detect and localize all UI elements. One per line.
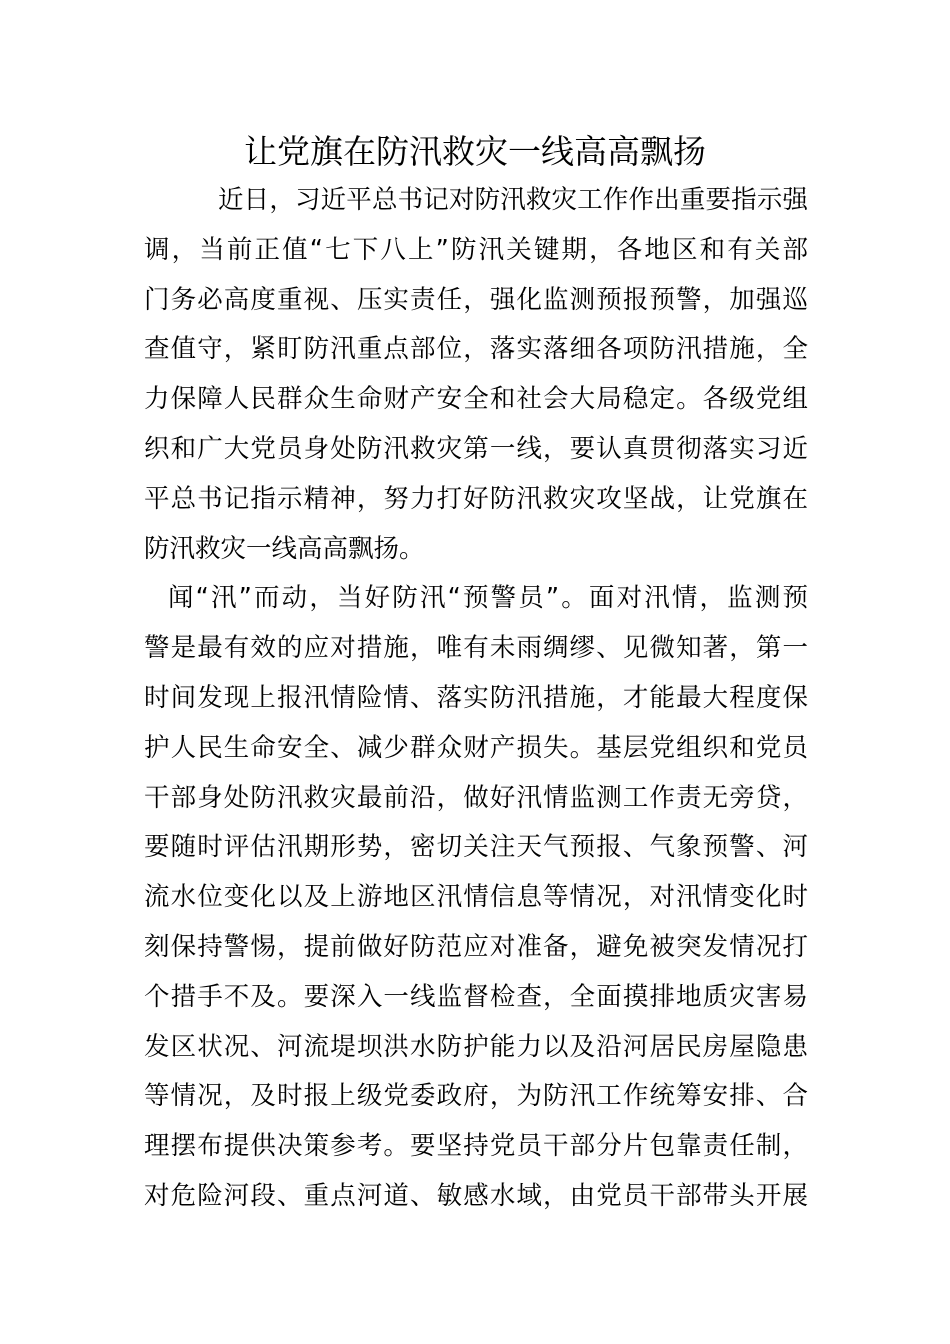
- paragraph-line: 织和广大党员身处防汛救灾第一线，要认真贯彻落实习近: [144, 433, 808, 464]
- paragraph-line: 近日，习近平总书记对防汛救灾工作作出重要指示强: [218, 185, 808, 215]
- paragraph-line: 个措手不及。要深入一线监督检查，全面摸排地质灾害易: [144, 981, 808, 1012]
- paragraph-line: 调，当前正值“七下八上”防汛关键期，各地区和有关部: [144, 234, 808, 265]
- document-body: [144, 176, 808, 1222]
- paragraph-line: 流水位变化以及上游地区汛情信息等情况，对汛情变化时: [144, 882, 808, 913]
- paragraph-line: 干部身处防汛救灾最前沿，做好汛情监测工作责无旁贷，: [144, 782, 808, 813]
- paragraph-2: [144, 574, 808, 1221]
- paragraph-line: 平总书记指示精神，努力打好防汛救灾攻坚战，让党旗在: [144, 483, 808, 514]
- paragraph-1: [144, 176, 808, 574]
- paragraph-line: 门务必高度重视、压实责任，强化监测预报预警，加强巡: [144, 284, 808, 315]
- paragraph-line: 等情况，及时报上级党委政府，为防汛工作统筹安排、合: [144, 1081, 808, 1112]
- paragraph-line: 查值守，紧盯防汛重点部位，落实落细各项防汛措施，全: [144, 334, 808, 365]
- paragraph-line: 护人民生命安全、减少群众财产损失。基层党组织和党员: [144, 732, 808, 763]
- document-title: 让党旗在防汛救灾一线高高飘扬: [244, 132, 706, 171]
- paragraph-line: 闻“汛”而动，当好防汛“预警员”。面对汛情，监测预: [168, 583, 808, 614]
- paragraph-line: 发区状况、河流堤坝洪水防护能力以及沿河居民房屋隐患: [144, 1031, 808, 1062]
- paragraph-line: 刻保持警惕，提前做好防范应对准备，避免被突发情况打: [144, 931, 808, 962]
- paragraph-line: 要随时评估汛期形势，密切关注天气预报、气象预警、河: [144, 832, 808, 863]
- paragraph-line: 对危险河段、重点河道、敏感水域，由党员干部带头开展: [144, 1180, 808, 1211]
- paragraph-line: 时间发现上报汛情险情、落实防汛措施，才能最大程度保: [144, 682, 808, 713]
- paragraph-line: 警是最有效的应对措施，唯有未雨绸缪、见微知著，第一: [144, 633, 808, 664]
- paragraph-line: 防汛救灾一线高高飘扬。: [144, 533, 425, 564]
- paragraph-line: 理摆布提供决策参考。要坚持党员干部分片包靠责任制，: [144, 1131, 808, 1162]
- paragraph-line: 力保障人民群众生命财产安全和社会大局稳定。各级党组: [144, 384, 808, 415]
